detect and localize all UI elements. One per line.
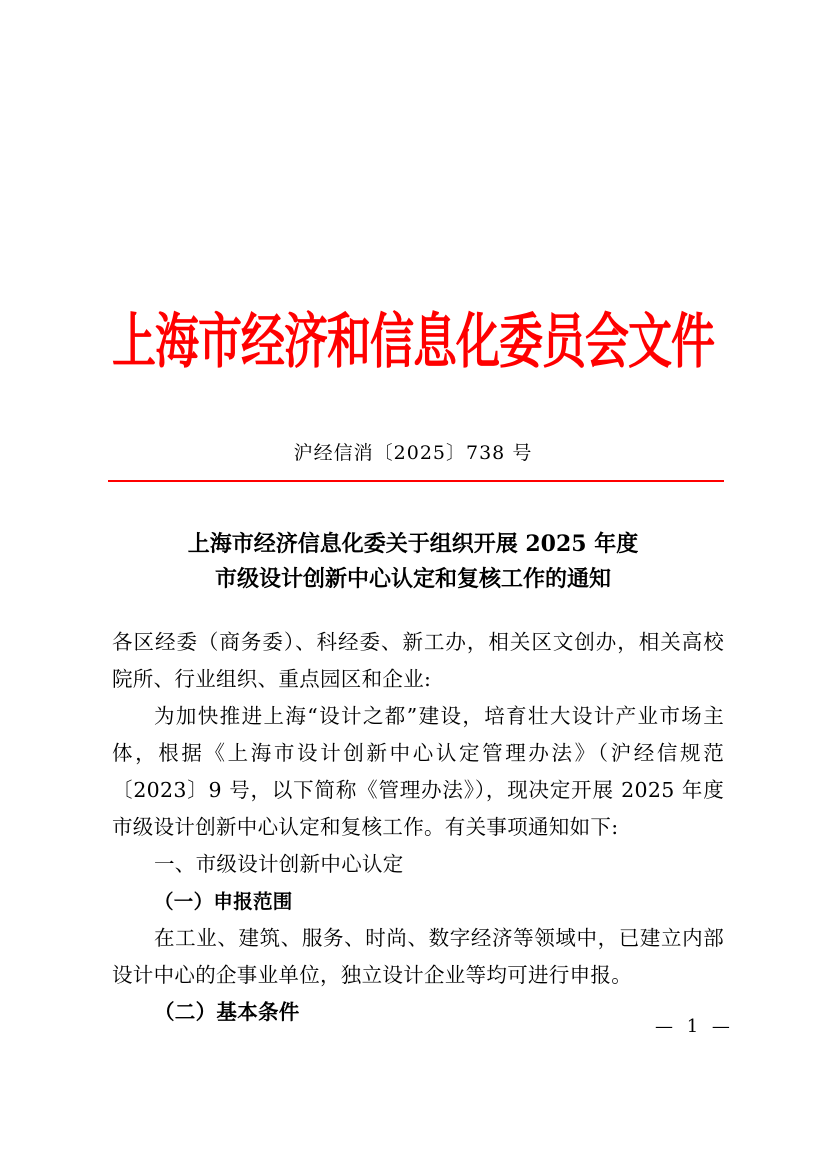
masthead-title: 上海市经济和信息化委员会文件 [112, 308, 714, 377]
page-number: — 1 — [655, 1016, 734, 1037]
section-heading-1: 一、市级设计创新中心认定 [154, 852, 404, 876]
recipients-paragraph: 各区经委（商务委）、科经委、新工办，相关区文创办，相关高校院所、行业组织、重点园区和企业: [112, 630, 724, 691]
intro-paragraph: 为加快推进上海“设计之都”建设，培育壮大设计产业市场主体，根据《上海市设计创新中心认定管理办法》（沪经信规范〔2023〕9 号，以下简称《管理办法》），现决定开展 2025 年度市级设计创新中心认定和复核工作。有关事项通知如下: [112, 704, 724, 839]
subsection-heading-2: （二）基本条件 [154, 1000, 300, 1024]
document-number: 沪经信消〔2025〕738 号 [293, 442, 533, 464]
notice-title [0, 527, 826, 597]
document-body [112, 624, 724, 1031]
subsection-1-paragraph: 在工业、建筑、服务、时尚、数字经济等领域中，已建立内部设计中心的企事业单位，独立设计企业等均可进行申报。 [112, 926, 724, 987]
notice-title-line-2: 市级设计创新中心认定和复核工作的通知 [214, 566, 611, 592]
red-divider-rule [108, 480, 724, 482]
subsection-heading-1: （一）申报范围 [154, 890, 293, 913]
notice-title-line-1: 上海市经济信息化委关于组织开展 2025 年度 [187, 531, 639, 557]
